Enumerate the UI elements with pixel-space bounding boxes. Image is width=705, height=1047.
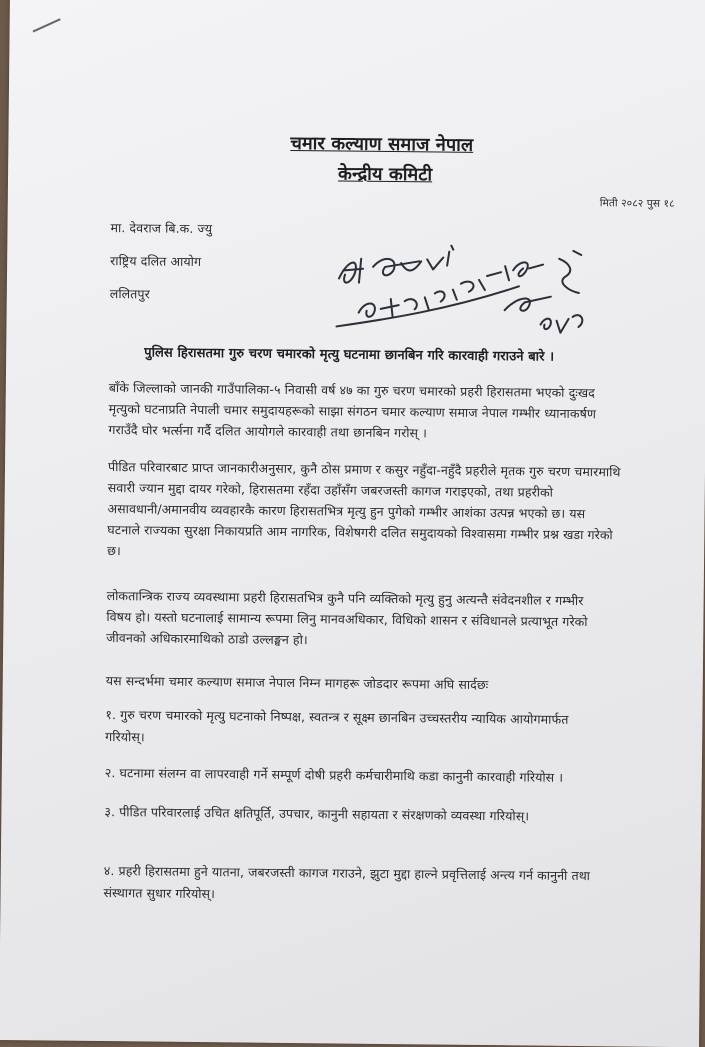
demand-item: संस्थागत सुधार गरियोस्। xyxy=(103,885,216,902)
committee-title: केन्द्रीय कमिटी xyxy=(337,163,433,186)
body-line: घटनाले राज्यका सुरक्षा निकायप्रति आम नागरिक, विशेषगरी दलित समुदायको विश्वासमा गम्भीर प्रश्न खडा गरेको xyxy=(107,522,613,543)
demand-item: ३. पीडित परिवारलाई उचित क्षतिपूर्ति, उपचार, कानुनी सहायता र संरक्षणको व्यवस्था गरियोस्। xyxy=(104,804,530,824)
pen-mark xyxy=(33,18,61,32)
demand-item: गरियोस्। xyxy=(105,729,145,745)
body-line: यस सन्दर्भमा चमार कल्याण समाज नेपाल निम्न मागहरू जोडदार रूपमा अघि सार्दछः xyxy=(105,673,489,693)
body-line: पीडित परिवारबाट प्राप्त जानकारीअनुसार, कुनै ठोस प्रमाण र कसुर नहुँदा-नहुँदै प्रहरीले मृतक गुरु चरण चमारमाथि xyxy=(107,459,621,480)
body-line: बाँके जिल्लाको जानकी गाउँपालिका-५ निवासी वर्ष ४७ का गुरु चरण चमारको प्रहरी हिरासतमा भएको दुःखद xyxy=(108,380,596,401)
body-line: मृत्युको घटनाप्रति नेपाली चमार समुदायहरूको साझा संगठन चमार कल्याण समाज नेपाल गम्भीर ध्यानाकर्षण xyxy=(108,401,597,422)
body-line: जीवनको अधिकारमाथिको ठाडो उल्लङ्घन हो। xyxy=(106,630,308,648)
recipient-place: ललितपुर xyxy=(109,286,150,302)
demand-item: २. घटनामा संलग्न वा लापरवाही गर्ने सम्पूर्ण दोषी प्रहरी कर्मचारीमाथि कडा कानुनी कारवाही गरियोस । xyxy=(104,765,564,785)
organization-title: चमार कल्याण समाज नेपाल xyxy=(290,132,474,156)
body-line: सवारी ज्यान मुद्दा दायर गरेको, हिरासतमा रहँदा उहाँसँग जबरजस्ती कागज गराइएको, तथा प्रहरीको xyxy=(107,480,554,500)
body-line: लोकतान्त्रिक राज्य व्यवस्थामा प्रहरी हिरासतभित्र कुनै पनि व्यक्तिको मृत्यु हुनु अत्यन्तै संवेदनशील र गम्भीर xyxy=(106,588,584,609)
recipient-name: मा. देवराज बि.क. ज्यु xyxy=(110,220,213,237)
recipient-office: राष्ट्रिय दलित आयोग xyxy=(110,253,202,270)
body-line: छ। xyxy=(107,543,121,559)
body-line: असावधानी/अमानवीय व्यवहारकै कारण हिरासतभित्र मृत्यु हुन पुगेको गम्भीर आशंका उत्पन्न भएको छ। यस xyxy=(107,501,586,522)
handwritten-endorsement xyxy=(328,238,599,341)
letter-date: मिती २०८२ पुस १८ xyxy=(599,197,675,210)
letter-subject: पुलिस हिरासतमा गुरु चरण चमारको मृत्यु घटनामा छानबिन गरि कारवाही गराउने बारे । xyxy=(144,345,555,365)
demand-item: १. गुरु चरण चमारको मृत्यु घटनाको निष्पक्ष, स्वतन्त्र र सूक्ष्म छानबिन उच्चस्तरीय न्यायिक आयोगमार्फत xyxy=(105,707,569,727)
body-line: गराउँदै घोर भर्त्सना गर्दै दलित आयोगले कारवाही तथा छानबिन गरोस् । xyxy=(108,422,428,441)
body-line: विषय हो। यस्तो घटनालाई सामान्य रूपमा लिनु मानवअधिकार, विधिको शासन र संविधानले प्रत्याभूत गरेको xyxy=(106,609,588,630)
demand-item: ४. प्रहरी हिरासतमा हुने यातना, जबरजस्ती कागज गराउने, झुटा मुद्दा हाल्ने प्रवृत्तिलाई अन्त्य गर्न कानुनी तथा xyxy=(103,863,591,884)
